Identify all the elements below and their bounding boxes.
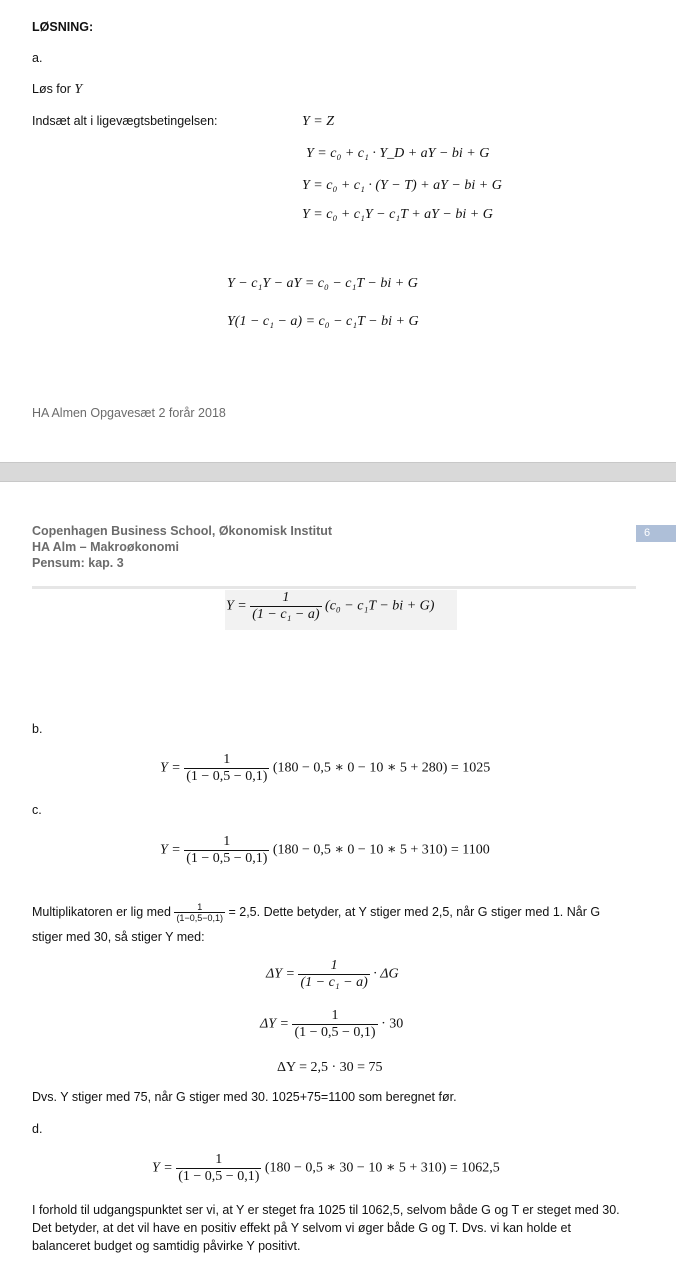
multiplier-line: Multiplikatoren er lig med $\frac{1}{(1-0,5-0,1)}$ = 2,5. Dette betyder, at Y stiger med 2,5, når G stiger med 1. Når G	[32, 902, 601, 923]
solve-for-variable: Y	[74, 82, 83, 97]
fraction: $\frac{1}{(1 - 0,5 - 0,1)}$	[186, 834, 268, 866]
fraction: $\frac{1}{\text{(1 − c₁ − a)}}$	[252, 590, 320, 622]
equation-4: Y = c₀ + c₁Y − c₁T + aY − bi + G	[302, 207, 493, 222]
equation-c: Y = $\frac{1}{(1 - 0,5 - 0,1)}$ (180 − 0,5 ∗ 0 − 10 ∗ 5 + 310) = 1100	[160, 834, 490, 866]
header-course: HA Alm – Makroøkonomi	[32, 540, 180, 554]
multiplier-line-2: stiger med 30, så stiger Y med:	[32, 930, 205, 944]
equation-delta-y-1: ΔY = $\frac{1}{\text{(1 − c₁ − a)}}$ · ΔG	[266, 958, 399, 990]
page-footer: HA Almen Opgavesæt 2 forår 2018	[32, 406, 226, 420]
fraction: $\frac{1}{\text{(1 − c₁ − a)}}$	[300, 958, 368, 990]
insert-label: Indsæt alt i ligevægtsbetingelsen:	[32, 114, 218, 128]
equation-delta-y-3: ΔY = 2,5 · 30 = 75	[277, 1060, 383, 1075]
part-d-label: d.	[32, 1122, 43, 1136]
equation-b: Y = $\frac{1}{(1 - 0,5 - 0,1)}$ (180 − 0,5 ∗ 0 − 10 ∗ 5 + 280) = 1025	[160, 752, 491, 784]
header-institution: Copenhagen Business School, Økonomisk Institut	[32, 524, 333, 538]
equation-2: Y = c₀ + c₁ · Y_D + aY − bi + G	[306, 146, 490, 161]
equation-3: Y = c₀ + c₁ · (Y − T) + aY − bi + G	[302, 178, 502, 193]
part-a-label: a.	[32, 51, 43, 65]
page-number: 6	[636, 525, 676, 542]
dvs-text: Dvs. Y stiger med 75, når G stiger med 30. 1025+75=1100 som beregnet før.	[32, 1090, 457, 1104]
equation-delta-y-2: ΔY = $\frac{1}{(1 - 0,5 - 0,1)}$ · 30	[260, 1008, 404, 1040]
part-b-label: b.	[32, 722, 43, 736]
conclusion-paragraph: I forhold til udgangspunktet ser vi, at Y er steget fra 1025 til 1062,5, selvom både G og T er steget med 30. Det betyder, at det vil have en positiv effekt på Y selvom vi øger både G og T. Dvs. vi kan holde et balanceret budget og samtidig påvirke Y positivt.	[32, 1203, 620, 1253]
equation-d: Y = $\frac{1}{(1 - 0,5 - 0,1)}$ (180 − 0,5 ∗ 30 − 10 ∗ 5 + 310) = 1062,5	[152, 1152, 500, 1184]
solution-heading: LØSNING:	[32, 20, 94, 34]
equation-5: Y − c₁Y − aY = c₀ − c₁T − bi + G	[227, 276, 418, 291]
multiplier-fraction: $\frac{1}{(1-0,5-0,1)}$	[176, 902, 223, 923]
fraction: $\frac{1}{(1 - 0,5 - 0,1)}$	[178, 1152, 260, 1184]
fraction: $\frac{1}{(1 - 0,5 - 0,1)}$	[294, 1008, 376, 1040]
equation-1: Y = Z	[302, 114, 335, 129]
equation-solved-y: Y = $\frac{1}{\text{(1 − c₁ − a)}}$ (c₀ − c₁T − bi + G)	[226, 590, 435, 622]
header-divider	[32, 586, 636, 589]
equation-6: Y(1 − c₁ − a) = c₀ − c₁T − bi + G	[227, 314, 419, 329]
solve-for-label: Løs for	[32, 82, 71, 96]
page-separator	[0, 462, 676, 482]
header-curriculum: Pensum: kap. 3	[32, 556, 124, 570]
solve-for-line	[32, 82, 82, 98]
part-c-label: c.	[32, 803, 42, 817]
fraction: $\frac{1}{(1 - 0,5 - 0,1)}$	[186, 752, 268, 784]
